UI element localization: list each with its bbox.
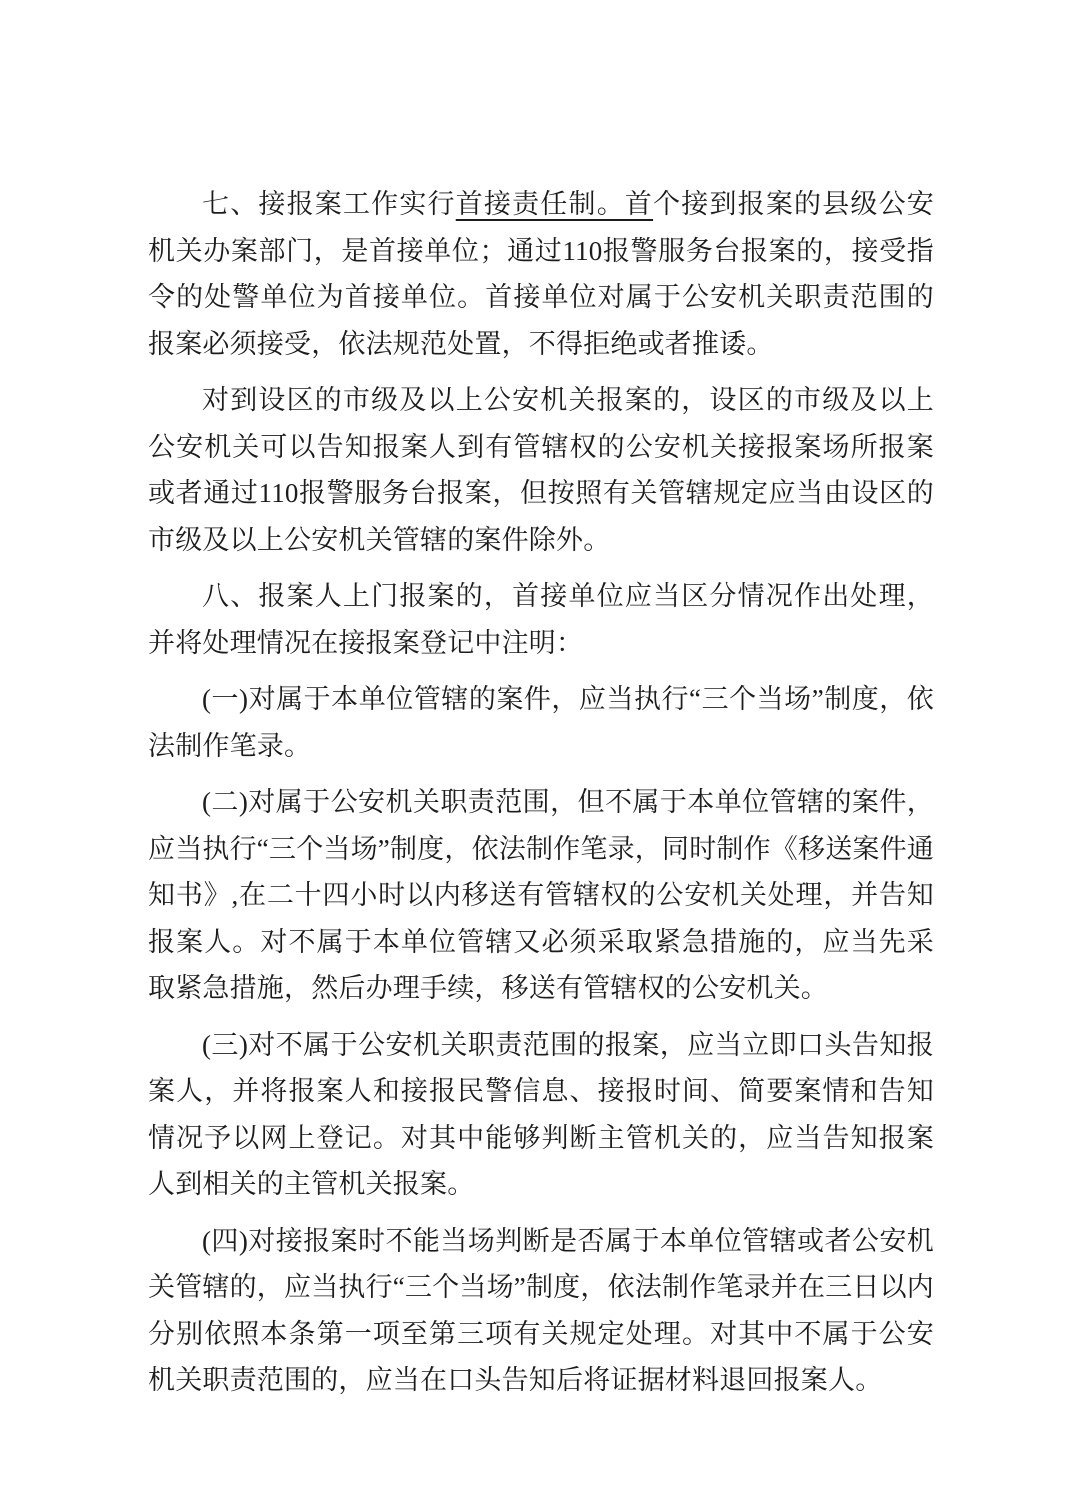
text-segment: (四)对接报案时不能当场判断是否属于本单位管辖或者公安机关管辖的，应当执行“三个当场”制度，依法制作笔录并在三日以内分别依照本条第一项至第三项有关规定处理。对其中不属于公安机关职责范围的，应当在口头告知后将证据材料退回报案人。	[148, 1225, 934, 1395]
text-segment: (二)对属于公安机关职责范围，但不属于本单位管辖的案件，应当执行“三个当场”制度，依法制作笔录，同时制作《移送案件通知书》,在二十四小时以内移送有管辖权的公安机关处理，并告知报案人。对不属于本单位管辖又必须采取紧急措施的，应当先采取紧急措施，然后办理手续，移送有管辖权的公安机关。	[148, 787, 934, 1003]
paragraph	[148, 1022, 934, 1208]
paragraph	[148, 377, 934, 563]
text-segment: (一)对属于本单位管辖的案件，应当执行“三个当场”制度，依法制作笔录。	[148, 684, 934, 761]
text-segment: (三)对不属于公安机关职责范围的报案，应当立即口头告知报案人，并将报案人和接报民警信息、接报时间、简要案情和告知情况予以网上登记。对其中能够判断主管机关的，应当告知报案人到相关的主管机关报案。	[148, 1029, 934, 1199]
paragraph	[148, 779, 934, 1012]
document-body	[148, 181, 934, 1414]
paragraph	[148, 181, 934, 367]
paragraph	[148, 676, 934, 769]
text-segment: 七、接报案工作实行	[202, 189, 456, 219]
underlined-text: 首接责任制。首	[455, 189, 654, 219]
text-segment: 个接到报案的县级公安机关办案部门，是首接单位；通过110报警服务台报案的，接受指令的处警单位为首接单位。首接单位对属于公安机关职责范围的报案必须接受，依法规范处置，不得拒绝或者推诿。	[148, 189, 934, 359]
paragraph	[148, 1218, 934, 1404]
text-segment: 对到设区的市级及以上公安机关报案的，设区的市级及以上公安机关可以告知报案人到有管辖权的公安机关接报案场所报案或者通过110报警服务台报案，但按照有关管辖规定应当由设区的市级及以上公安机关管辖的案件除外。	[148, 385, 934, 555]
paragraph	[148, 573, 934, 666]
text-segment: 八、报案人上门报案的，首接单位应当区分情况作出处理，并将处理情况在接报案登记中注明：	[148, 581, 934, 658]
